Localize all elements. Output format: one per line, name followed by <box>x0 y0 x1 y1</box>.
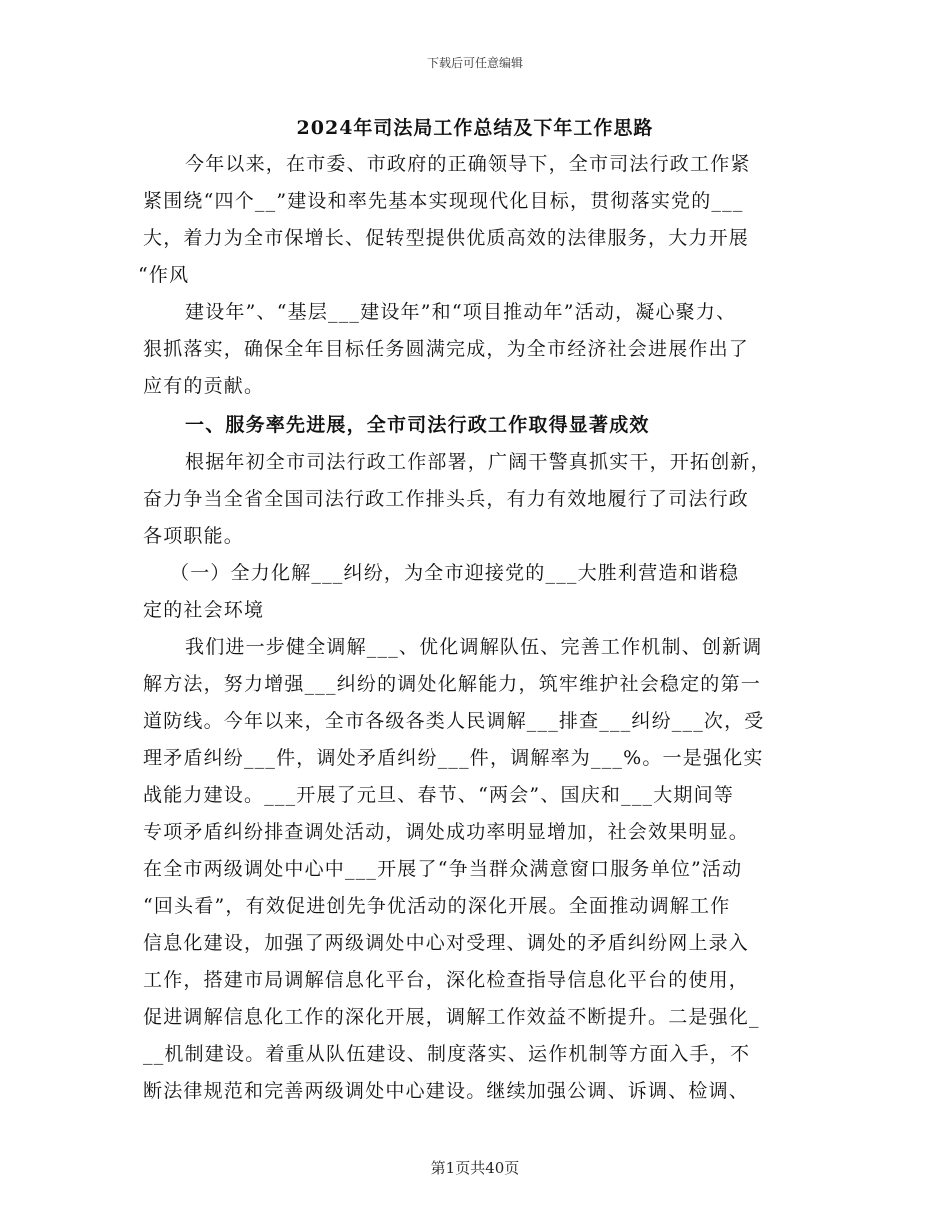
body-line: 建设年”、“基层___建设年”和“项目推动年”活动，凝心聚力、 <box>185 301 737 323</box>
body-line: 断法律规范和完善两级调处中心建设。继续加强公调、诉调、检调、 <box>143 1080 750 1102</box>
body-line: 道防线。今年以来，全市各级各类人民调解___排查___纠纷___次，受 <box>143 710 765 732</box>
body-line: 在全市两级调处中心中___开展了“争当群众满意窗口服务单位”活动 <box>143 858 743 880</box>
body-line: 信息化建设，加强了两级调处中心对受理、调处的矛盾纠纷网上录入 <box>143 932 750 954</box>
body-line: 工作，搭建市局调解信息化平台，深化检查指导信息化平台的使用， <box>143 969 750 991</box>
body-line: 今年以来，在市委、市政府的正确领导下，全市司法行政工作紧 <box>185 153 751 175</box>
page-footer: 第1页共40页 <box>430 1159 520 1177</box>
body-line: 根据年初全市司法行政工作部署，广阔干警真抓实干，开拓创新， <box>185 451 771 473</box>
body-line: “作风 <box>138 264 190 286</box>
page-header: 下载后可任意编辑 <box>426 56 523 70</box>
body-line: __机制建设。着重从队伍建设、制度落实、运作机制等方面入手，不 <box>143 1043 751 1065</box>
body-line: 大，着力为全市保增长、促转型提供优质高效的法律服务，大力开展 <box>143 227 750 249</box>
body-line: 各项职能。 <box>143 525 245 547</box>
document-title: 2024年司法局工作总结及下年工作思路 <box>296 117 654 139</box>
section-heading: 一、服务率先进展，全市司法行政工作取得显著成效 <box>185 414 650 436</box>
body-line: 奋力争当全省全国司法行政工作排头兵，有力有效地履行了司法行政 <box>143 488 750 510</box>
body-line: 解方法，努力增强___纠纷的调处化解能力，筑牢维护社会稳定的第一 <box>143 673 761 695</box>
body-line: 战能力建设。___开展了元旦、春节、“两会”、国庆和___大期间等 <box>143 784 735 806</box>
body-line: 紧围绕“四个__”建设和率先基本实现现代化目标，贯彻落实党的___ <box>143 190 744 212</box>
body-line: 理矛盾纠纷___件，调处矛盾纠纷___件，调解率为___%。一是强化实 <box>143 747 764 769</box>
body-line: 我们进一步健全调解___、优化调解队伍、完善工作机制、创新调 <box>185 636 763 658</box>
body-line: 促进调解信息化工作的深化开展，调解工作效益不断提升。二是强化_ <box>143 1006 760 1028</box>
body-line: 专项矛盾纠纷排查调处活动，调处成功率明显增加，社会效果明显。 <box>143 821 750 843</box>
body-line: 狠抓落实，确保全年目标任务圆满完成，为全市经济社会进展作出了 <box>143 338 750 360</box>
body-line: 定的社会环境 <box>143 599 265 621</box>
body-line: 应有的贡献。 <box>143 375 265 397</box>
body-line: “回头看”，有效促进创先争优活动的深化开展。全面推动调解工作 <box>143 895 731 917</box>
subsection-heading: （一）全力化解___纠纷，为全市迎接党的___大胜利营造和谐稳 <box>170 562 740 584</box>
